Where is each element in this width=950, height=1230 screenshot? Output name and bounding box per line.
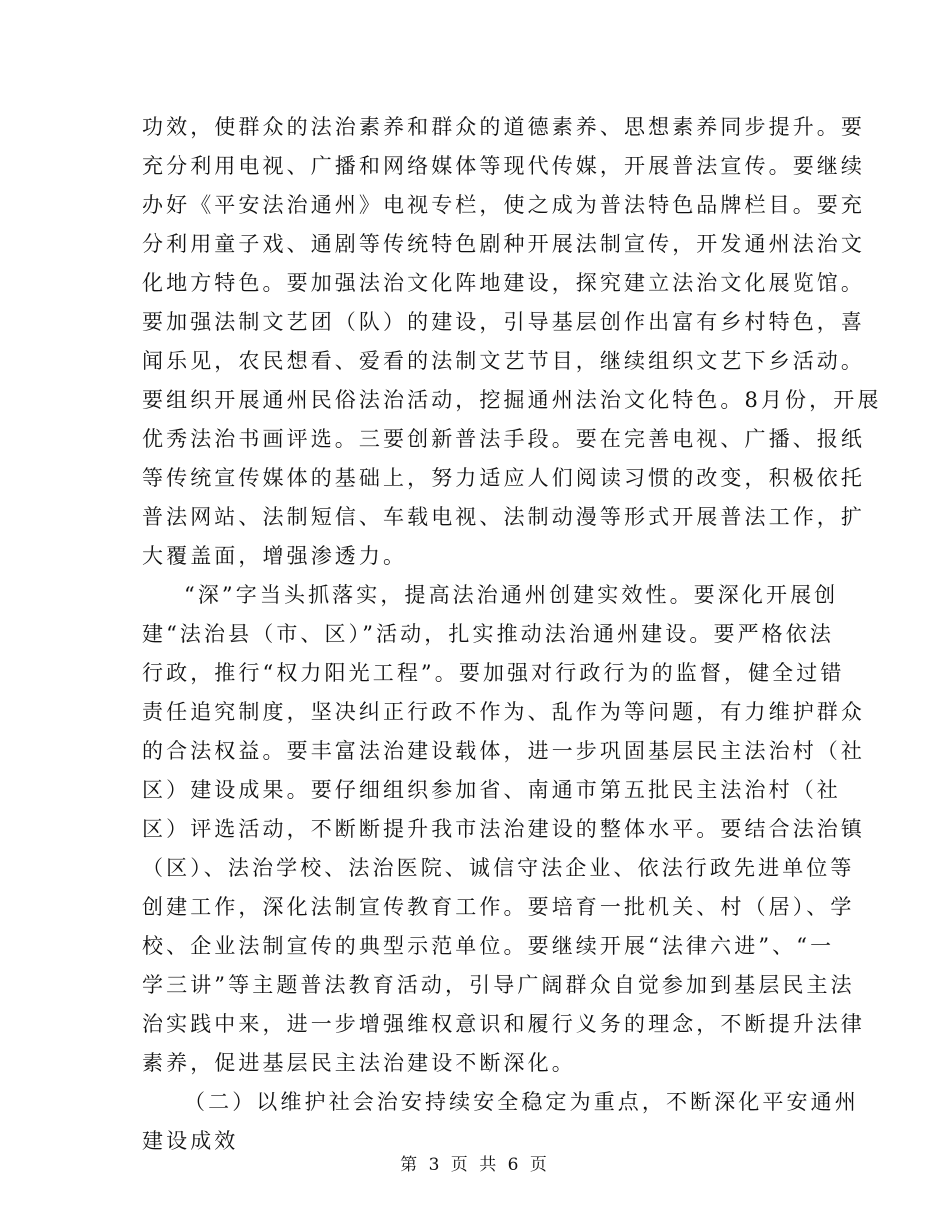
text-line: 区）评选活动，不断断提升我市法治建设的整体水平。要结合法治镇 — [142, 817, 865, 841]
text-line: 闻乐见，农民想看、爱看的法制文艺节目，继续组织文艺下乡活动。 — [142, 349, 865, 373]
text-line: 办好《平安法治通州》电视专栏，使之成为普法特色品牌栏目。要充 — [142, 193, 865, 217]
text-line: 要加强法制文艺团（队）的建设，引导基层创作出富有乡村特色，喜 — [142, 310, 865, 334]
text-line: 素养，促进基层民主法治建设不断深化。 — [142, 1051, 576, 1075]
text-line: 普法网站、法制短信、车载电视、法制动漫等形式开展普法工作，扩 — [142, 505, 865, 529]
text-line: 校、企业法制宣传的典型示范单位。要继续开展“法律六进”、“一 — [142, 934, 835, 958]
text-line: 优秀法治书画评选。三要创新普法手段。要在完善电视、广播、报纸 — [142, 427, 865, 451]
text-line: 创建工作，深化法制宣传教育工作。要培育一批机关、村（居）、学 — [142, 895, 855, 919]
text-line: 治实践中来，进一步增强维权意识和履行义务的理念，不断提升法律 — [142, 1012, 865, 1036]
text-line: 分利用童子戏、通剧等传统特色剧种开展法制宣传，开发通州法治文 — [142, 232, 865, 256]
section-heading: （二）以维护社会治安持续安全稳定为重点，不断深化平安通州 — [184, 1090, 859, 1114]
text-line: 责任追究制度，坚决纠正行政不作为、乱作为等问题，有力维护群众 — [142, 700, 865, 724]
text-line: （区）、法治学校、法治医院、诚信守法企业、依法行政先进单位等 — [142, 856, 855, 880]
text-line: 行政，推行“权力阳光工程”。要加强对行政行为的监督，健全过错 — [142, 661, 845, 685]
text-line: 化地方特色。要加强法治文化阵地建设，探究建立法治文化展览馆。 — [142, 271, 865, 295]
text-line: 功效，使群众的法治素养和群众的道德素养、思想素养同步提升。要 — [142, 115, 865, 139]
section-heading-continuation: 建设成效 — [142, 1129, 239, 1153]
text-line: 等传统宣传媒体的基础上，努力适应人们阅读习惯的改变，积极依托 — [142, 466, 865, 490]
text-line: 充分利用电视、广播和网络媒体等现代传媒，开展普法宣传。要继续 — [142, 154, 865, 178]
text-line: 建“法治县（市、区）”活动，扎实推动法治通州建设。要严格依法 — [142, 622, 834, 646]
page-footer: 第 3 页 共 6 页 — [400, 1155, 550, 1175]
text-line: 区）建设成果。要仔细组织参加省、南通市第五批民主法治村（社 — [142, 778, 841, 802]
text-line: 大覆盖面，增强渗透力。 — [142, 544, 408, 568]
paragraph-first-line: “深”字当头抓落实，提高法治通州创建实效性。要深化开展创 — [184, 583, 839, 607]
text-line: 学三讲”等主题普法教育活动，引导广阔群众自觉参加到基层民主法 — [142, 973, 855, 997]
text-line: 的合法权益。要丰富法治建设载体，进一步巩固基层民主法治村（社 — [142, 739, 865, 763]
document-body — [142, 108, 882, 1161]
text-line: 要组织开展通州民俗法治活动，挖掘通州法治文化特色。8月份，开展 — [142, 388, 882, 412]
